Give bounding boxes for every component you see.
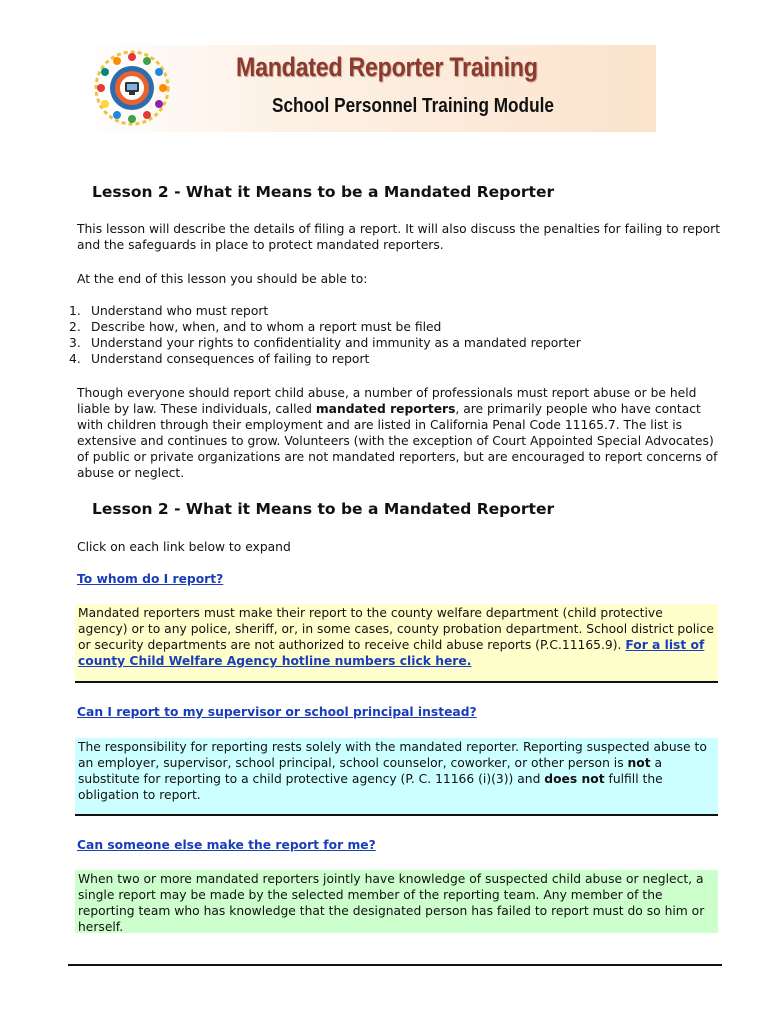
list-item-text: Understand who must report <box>91 304 269 318</box>
panel-text: The responsibility for reporting rests solely with the mandated reporter. Reporting suspected abuse to an employer, supervisor, school principal, school counselor, coworker, or other person is <box>78 740 707 770</box>
lesson-heading: Lesson 2 - What it Means to be a Mandated Reporter <box>92 500 555 518</box>
list-item-text: Understand your rights to confidentiality and immunity as a mandated reporter <box>91 336 581 350</box>
paragraph-text: Though everyone should report child abuse, a number of professionals must report abuse or be held liable by law. These individuals, called <box>77 386 697 416</box>
objectives-intro: At the end of this lesson you should be able to: <box>77 272 368 286</box>
list-item <box>52 319 581 335</box>
someone-else-report-link[interactable]: Can someone else make the report for me? <box>77 838 376 852</box>
expand-instruction: Click on each link below to expand <box>77 540 291 554</box>
panel-text: fulfill the obligation to report. <box>78 772 663 802</box>
to-whom-report-link[interactable]: To whom do I report? <box>77 572 224 586</box>
mandated-reporters-paragraph <box>77 385 727 481</box>
divider <box>75 814 718 816</box>
list-item <box>52 303 581 319</box>
panel-text: Mandated reporters must make their report to the county welfare department (child protective agency) or to any police, sheriff, or, in some cases, county probation department. School district police or security departments are not authorized to receive child abuse reports (P.C.11165.9). <box>78 606 714 652</box>
paragraph-text: , are primarily people who have contact with children through their employment and are listed in California Penal Code 11165.7. The list is extensive and continues to grow. Volunteers (with the exception of Court Appointed Special Advocates) of public or private organizations are not mandated reporters, but are encouraged to report concerns of abuse or neglect. <box>77 402 718 480</box>
list-item <box>52 335 581 351</box>
list-item-text: Describe how, when, and to whom a report must be filed <box>91 320 442 334</box>
lesson-heading: Lesson 2 - What it Means to be a Mandated Reporter <box>92 183 555 201</box>
list-number: 4. <box>69 352 81 366</box>
footer-divider <box>68 964 722 966</box>
someone-else-report-panel: When two or more mandated reporters jointly have knowledge of suspected child abuse or neglect, a single report may be made by the selected member of the reporting team. Any member of the reporting team who has knowledge that the designated person has failed to report must do so him or herself. <box>75 870 718 933</box>
report-to-supervisor-panel <box>75 738 718 815</box>
paragraph-bold: mandated reporters <box>315 402 456 416</box>
list-number: 1. <box>69 304 81 318</box>
panel-bold: does not <box>544 772 605 786</box>
banner-title: Mandated Reporter Training <box>236 52 538 82</box>
list-number: 3. <box>69 336 81 350</box>
divider <box>75 681 718 683</box>
objectives-list <box>52 303 581 367</box>
list-item <box>52 351 581 367</box>
report-to-supervisor-link[interactable]: Can I report to my supervisor or school principal instead? <box>77 705 477 719</box>
panel-text: a substitute for reporting to a child protective agency (P. C. 11166 (i)(3)) and <box>78 756 663 786</box>
to-whom-report-panel <box>75 604 718 682</box>
banner-subtitle: School Personnel Training Module <box>272 95 554 117</box>
list-number: 2. <box>69 320 81 334</box>
panel-bold: not <box>627 756 651 770</box>
intro-paragraph: This lesson will describe the details of filing a report. It will also discuss the penalties for failing to report and the safeguards in place to protect mandated reporters. <box>77 222 721 252</box>
children-circle-logo-icon <box>92 48 172 128</box>
list-item-text: Understand consequences of failing to report <box>91 352 370 366</box>
county-hotline-link[interactable]: For a list of county Child Welfare Agency hotline numbers click here. <box>78 638 705 668</box>
